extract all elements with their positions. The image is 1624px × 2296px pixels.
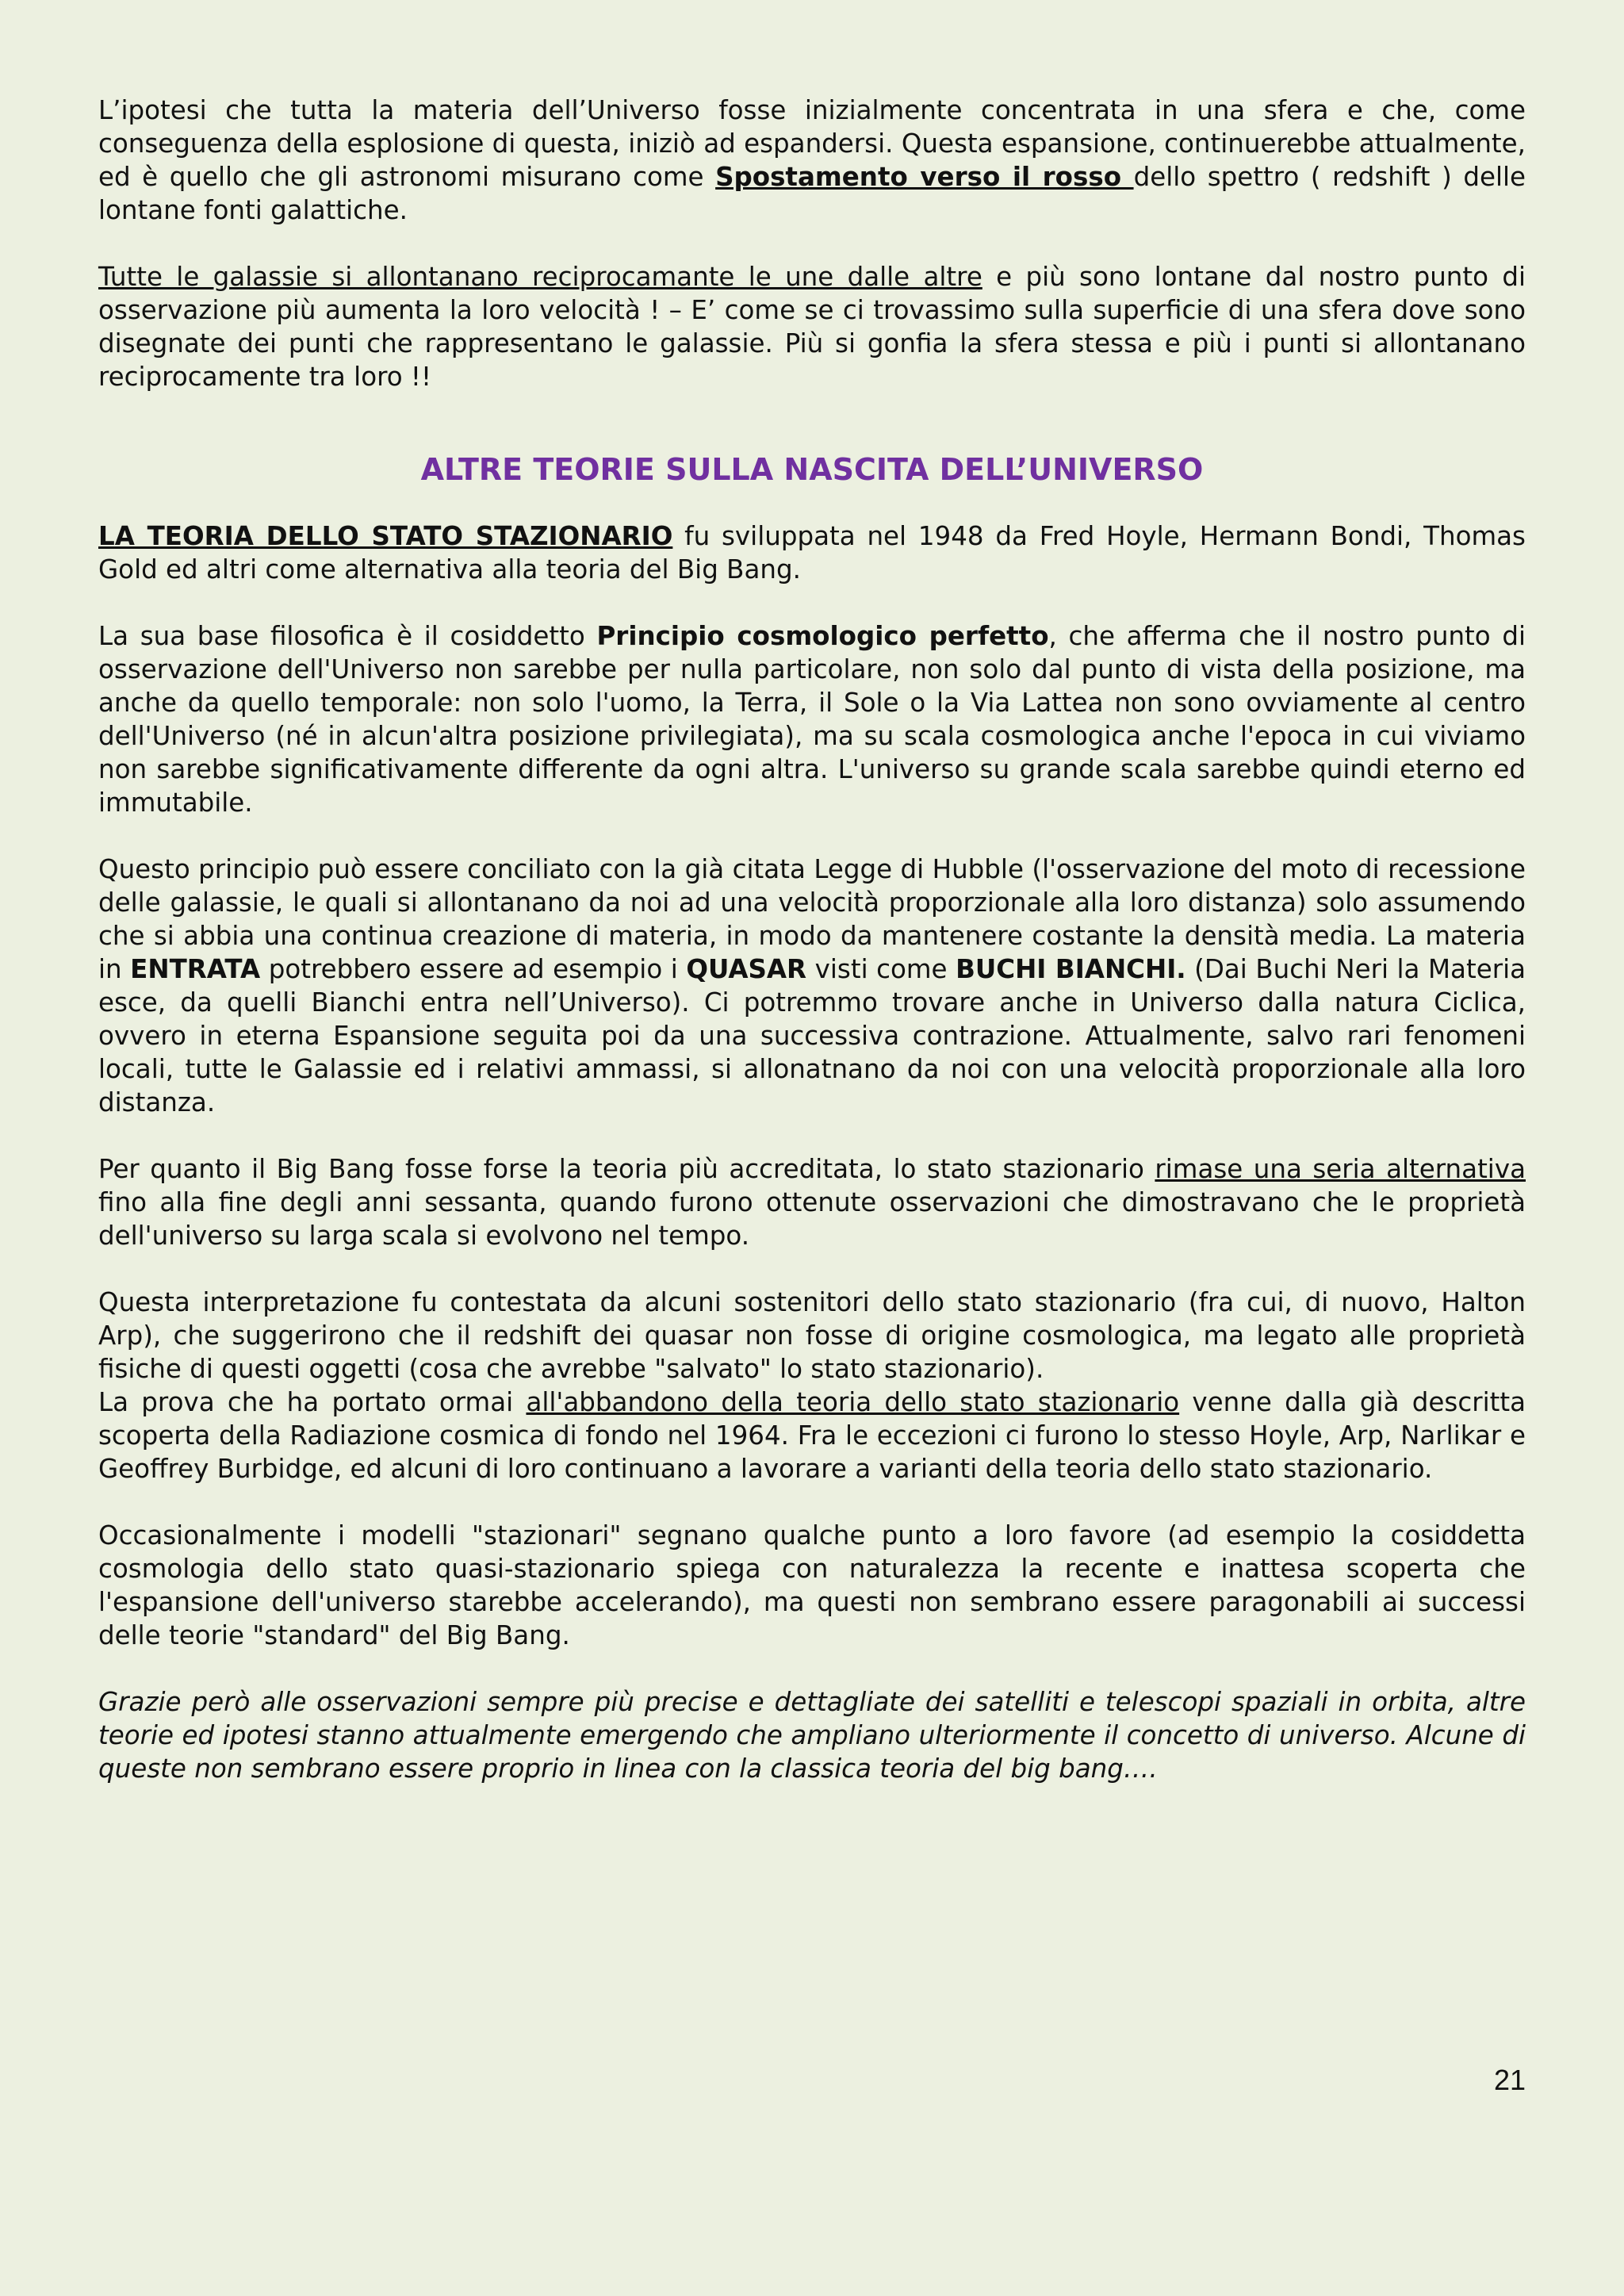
paragraph-text: visti come [806, 954, 956, 984]
bold-term: Principio cosmologico perfetto [596, 621, 1049, 651]
paragraph-quasi-steady-state: Occasionalmente i modelli "stazionari" segnano qualche punto a loro favore (ad esempio la cosiddetta cosmologia dello stato quasi-stazionario spiega con naturalezza la recente e inattesa scoperta che l'espansione dell'universo starebbe accelerando), ma questi non sembrano essere paragonabili ai successi delle teorie "standard" del Big Bang. [98, 1520, 1526, 1650]
underlined-statement: all'abbandono della teoria dello stato stazionario [526, 1387, 1180, 1417]
paragraph-text: , che afferma che il nostro punto di osservazione dell'Universo non sarebbe per nulla particolare, non solo dal punto di vista della posizione, ma anche da quello temporale: non solo l'uomo, la Terra, il Sole o la Via Lattea non sono ovviamente al centro dell'Universo (né in alcun'altra posizione privilegiata), ma su scala cosmologica anche l'epoca in cui viviamo non sarebbe significativamente differente da ogni altra. L'universo su grande scala sarebbe quindi eterno ed immutabile. [98, 621, 1526, 818]
paragraph-text: dello spettro ( redshift ) delle lontane fonti galattiche. [98, 162, 1526, 225]
paragraph-text: fu sviluppata nel 1948 da Fred Hoyle, Hermann Bondi, Thomas Gold ed altri come alternativa alla teoria del Big Bang. [98, 521, 1526, 585]
page-number: 21 [1493, 2064, 1526, 2096]
paragraph-text: Questo principio può essere conciliato con la già citata Legge di Hubble (l'osservazione del moto di recessione delle galassie, le quali si allontanano da noi ad una velocità proporzionale alla loro distanza) solo assumendo che si abbia una continua creazione di materia, in modo da mantenere costante la densità media. La materia in [98, 854, 1526, 984]
paragraph-abandonment [98, 1386, 1526, 1485]
bold-term: ENTRATA [130, 954, 261, 984]
paragraph-text: e più sono lontane dal nostro punto di osservazione più aumenta la loro velocità ! – E’ come se ci trovassimo sulla superficie di una sfera dove sono disegnate dei punti che rappresentano le galassie. Più si gonfia la sfera stessa e più i punti si allontanano reciprocamente tra loro !! [98, 262, 1526, 392]
paragraph-text: fino alla fine degli anni sessanta, quando furono ottenute osservazioni che dimostravano che le proprietà dell'universo su larga scala si evolvono nel tempo. [98, 1187, 1526, 1251]
paragraph-text: L’ipotesi che tutta la materia dell’Universo fosse inizialmente concentrata in una sfera e che, come conseguenza della esplosione di questa, iniziò ad espandersi. Questa espansione, continuerebbe attualmente, ed è quello che gli astronomi misurano come [98, 95, 1526, 192]
document-page [98, 94, 1526, 1785]
underlined-statement: rimase una seria alternativa [1155, 1154, 1526, 1184]
paragraph-text: La prova che ha portato ormai [98, 1387, 527, 1417]
paragraph-hubble-law [98, 853, 1526, 1119]
redshift-term: Spostamento verso il rosso [715, 162, 1134, 192]
paragraph-text: (Dai Buchi Neri la Materia esce, da quelli Bianchi entra nell’Universo). Ci potremmo trovare anche in Universo dalla natura Ciclica, ovvero in eterna Espansione seguita poi da una successiva contrazione. Attualmente, salvo rari fenomeni locali, tutte le Galassie ed i relativi ammassi, si allonatnano da noi con una velocità proporzionale alla loro distanza. [98, 954, 1526, 1117]
underlined-statement: Tutte le galassie si allontanano reciprocamante le une dalle altre [98, 262, 982, 292]
paragraph-cosmological-principle [98, 619, 1526, 819]
paragraph-text: venne dalla già descritta scoperta della Radiazione cosmica di fondo nel 1964. Fra le eccezioni ci furono lo stesso Hoyle, Arp, Narlikar e Geoffrey Burbidge, ed alcuni di loro continuano a lavorare a varianti della teoria dello stato stazionario. [98, 1387, 1526, 1484]
bold-term: QUASAR [686, 954, 807, 984]
paragraph-serious-alternative [98, 1152, 1526, 1252]
paragraph-text: La sua base filosofica è il cosiddetto [98, 621, 597, 651]
paragraph-closing-italic: Grazie però alle osservazioni sempre più precise e dettagliate dei satelliti e telescopi spaziali in orbita, altre teorie ed ipotesi stanno attualmente emergendo che ampliano ulteriormente il concetto di universo. Alcune di queste non sembrano essere proprio in linea con la classica teoria del big bang…. [98, 1687, 1526, 1784]
paragraph-big-bang-hypothesis [98, 94, 1526, 227]
paragraph-text: potrebbero essere ad esempio i [260, 954, 687, 984]
steady-state-heading: LA TEORIA DELLO STATO STAZIONARIO [98, 521, 673, 551]
paragraph-contested-interpretation: Questa interpretazione fu contestata da alcuni sostenitori dello stato stazionario (fra cui, di nuovo, Halton Arp), che suggerirono che il redshift dei quasar non fosse di origine cosmologica, ma legato alle proprietà fisiche di questi oggetti (cosa che avrebbe "salvato" lo stato stazionario). [98, 1287, 1526, 1384]
paragraph-text: Per quanto il Big Bang fosse forse la teoria più accreditata, lo stato stazionario [98, 1154, 1155, 1184]
paragraph-steady-state-intro [98, 519, 1526, 586]
paragraph-galaxies-receding [98, 260, 1526, 393]
bold-term: BUCHI BIANCHI. [956, 954, 1186, 984]
section-title: ALTRE TEORIE SULLA NASCITA DELL’UNIVERSO [420, 452, 1204, 487]
